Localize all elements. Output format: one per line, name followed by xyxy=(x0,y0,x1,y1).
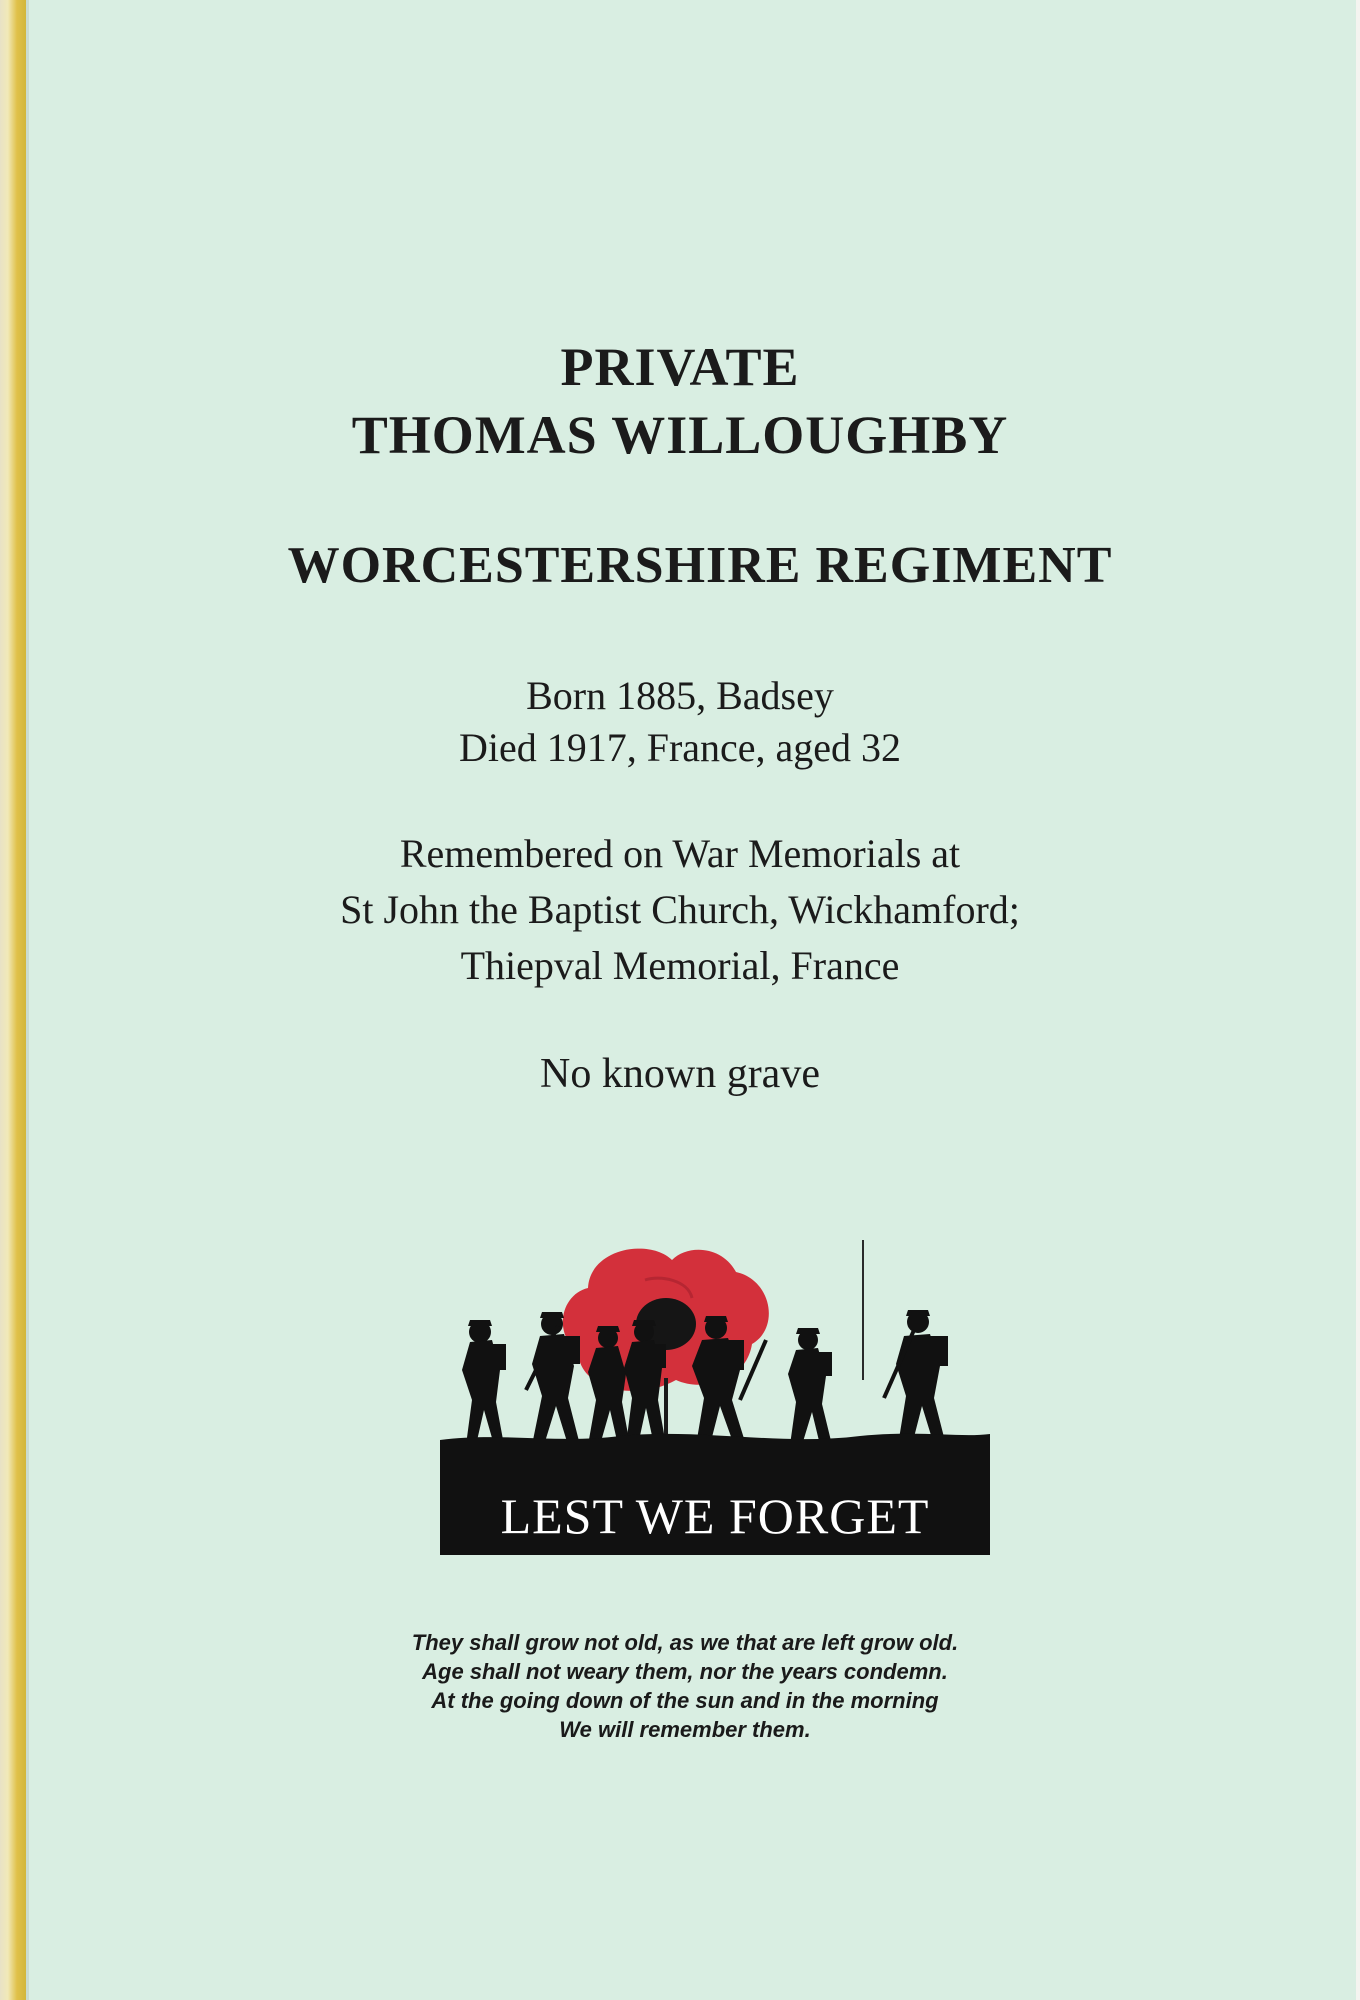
lest-we-forget-emblem xyxy=(440,1240,990,1555)
poem-line: They shall grow not old, as we that are left grow old. xyxy=(411,1630,959,1655)
poem-line: We will remember them. xyxy=(559,1717,811,1742)
motto-text: LEST WE FORGET xyxy=(500,1488,930,1544)
poem-line: At the going down of the sun and in the morning xyxy=(431,1688,939,1713)
ode-of-remembrance xyxy=(0,1628,1360,1744)
poem-line: Age shall not weary them, nor the years condemn. xyxy=(422,1659,948,1684)
rank-heading: PRIVATE xyxy=(560,337,800,397)
grave-line: No known grave xyxy=(540,1051,820,1097)
death-line: Died 1917, France, aged 32 xyxy=(458,725,902,770)
memorial-line: Thiepval Memorial, France xyxy=(460,943,900,988)
soldier-silhouettes xyxy=(440,1310,990,1465)
birth-line: Born 1885, Badsey xyxy=(526,673,834,718)
soldier-name: THOMAS WILLOUGHBY xyxy=(351,405,1009,465)
memorial-line: Remembered on War Memorials at xyxy=(399,831,961,876)
memorial-line: St John the Baptist Church, Wickhamford; xyxy=(340,887,1020,932)
regiment-heading: WORCESTERSHIRE REGIMENT xyxy=(287,537,1113,594)
